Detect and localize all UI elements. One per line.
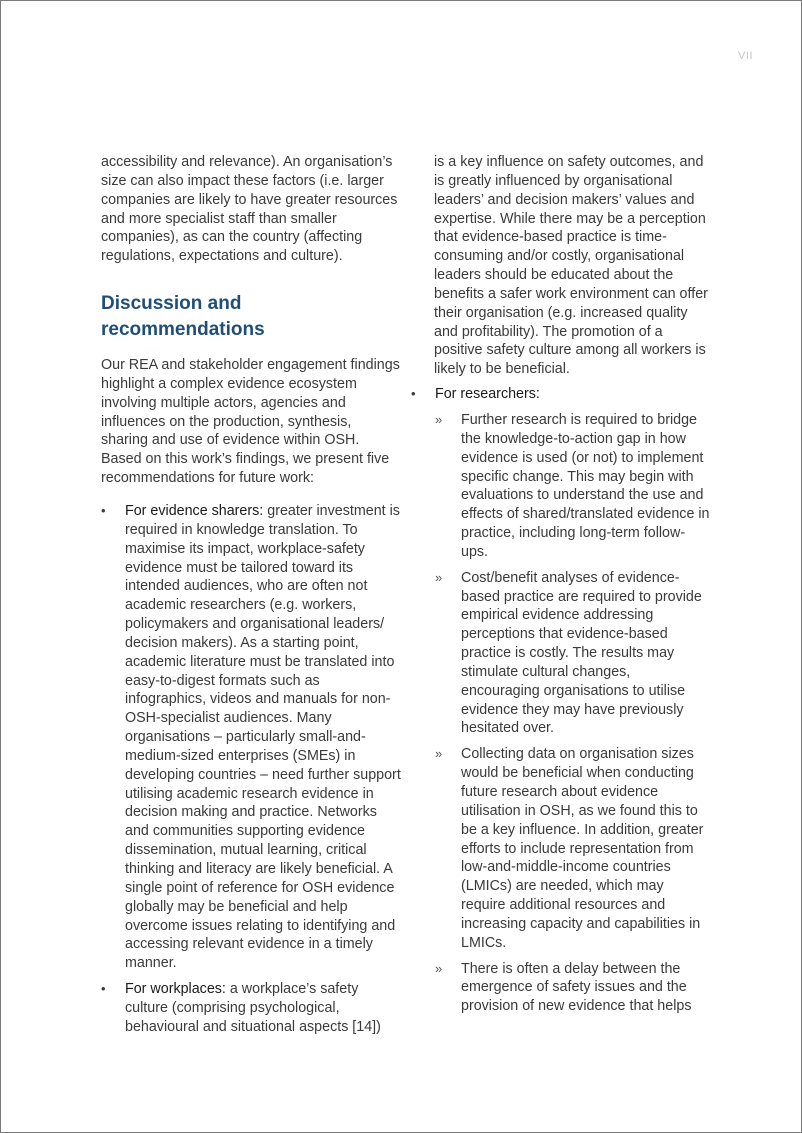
researchers-list [411, 385, 711, 1016]
sub-list-item [435, 411, 711, 562]
bullet-title: For evidence sharers: [125, 502, 264, 519]
sub-bullet-text: There is often a delay between the emergence of safety issues and the provision of new evidence that helps [461, 960, 692, 1015]
sub-list-item [435, 745, 711, 952]
section-heading: Discussion and recommendations [101, 293, 265, 341]
sub-list-item [435, 960, 711, 1017]
sub-bullet-marker: » [435, 411, 443, 427]
right-column [411, 153, 711, 1023]
bullet-text: greater investment is required in knowledge translation. To maximise its impact, workplace-safety evidence must be tailored toward its intended audiences, who are often not academic researchers (e.g. workers, policymakers and organisational leaders/ decision makers). As a starting point, academic literature must be translated into easy-to-digest formats such as infographics, videos and manuals for non-OSH-specialist audiences. Many organisations – particularly small-and-medium-sized enterprises (SMEs) in developing countries – need further support utilising academic research evidence in decision making and practice. Networks and communities supporting evidence dissemination, mutual learning, critical thinking and literacy are likely beneficial. A single point of reference for OSH evidence globally may be beneficial and help overcome issues relating to identifying and accessing relevant evidence in a timely manner. [125, 502, 401, 972]
sub-bullet-marker: » [435, 746, 443, 762]
continuation-paragraph: is a key influence on safety outcomes, and is greatly influenced by organisational leaders’ and decision makers’ values and expertise. While there may be a perception that evidence-based practice is time-consuming and/or costly, organisational leaders should be educated about the benefits a safer work environment can offer their organisation (e.g. increased quality and profitability). The promotion of a positive safety culture among all workers is likely to be beneficial. [434, 154, 708, 378]
body-paragraph: Our REA and stakeholder engagement findings highlight a complex evidence ecosystem involving multiple actors, agencies and influences on the production, synthesis, sharing and use of evidence within OSH. Based on this work’s findings, we present five recommendations for future work: [101, 357, 400, 487]
bullet-marker: • [101, 981, 106, 997]
bullet-title: For workplaces: [125, 981, 226, 998]
recommendations-list [101, 502, 401, 1037]
sub-bullet-text: Collecting data on organisation sizes would be beneficial when conducting future research about evidence utilisation in OSH, as we found this to be a key influence. In addition, greater efforts to include representation from low-and-middle-income countries (LMICs) are needed, which may require additional resources and increasing capacity and capabilities in LMICs. [461, 746, 704, 951]
sub-list-item [435, 569, 711, 739]
sub-bullet-marker: » [435, 569, 443, 585]
bullet-marker: • [101, 502, 106, 518]
sub-bullet-marker: » [435, 960, 443, 976]
bullet-title: For researchers: [435, 386, 540, 403]
left-column [101, 153, 401, 1044]
bullet-marker: • [411, 386, 416, 402]
sub-bullet-text: Cost/benefit analyses of evidence-based practice are required to provide empirical evidence addressing perceptions that evidence-based practice is costly. The results may stimulate cultural changes, encouraging organisations to utilise evidence they may have previously hesitated over. [461, 569, 702, 737]
list-item [101, 980, 401, 1037]
sub-bullet-list [435, 411, 711, 1016]
sub-bullet-text: Further research is required to bridge the knowledge-to-action gap in how evidence is used (or not) to implement specific change. This may begin with evaluations to understand the use and effects of shared/translated evidence in practice, including long-term follow-ups. [461, 411, 710, 560]
intro-paragraph: accessibility and relevance). An organisation’s size can also impact these factors (i.e. larger companies are likely to have greater resources and more specialist staff than smaller companies), as can the country (affecting regulations, expectations and culture). [101, 154, 398, 265]
list-item [101, 502, 401, 973]
page-number: VII [738, 50, 753, 62]
list-item [411, 385, 711, 1016]
bullet-text: a workplace’s safety culture (comprising psychological, behavioural and situational aspects [14]) [125, 981, 381, 1035]
